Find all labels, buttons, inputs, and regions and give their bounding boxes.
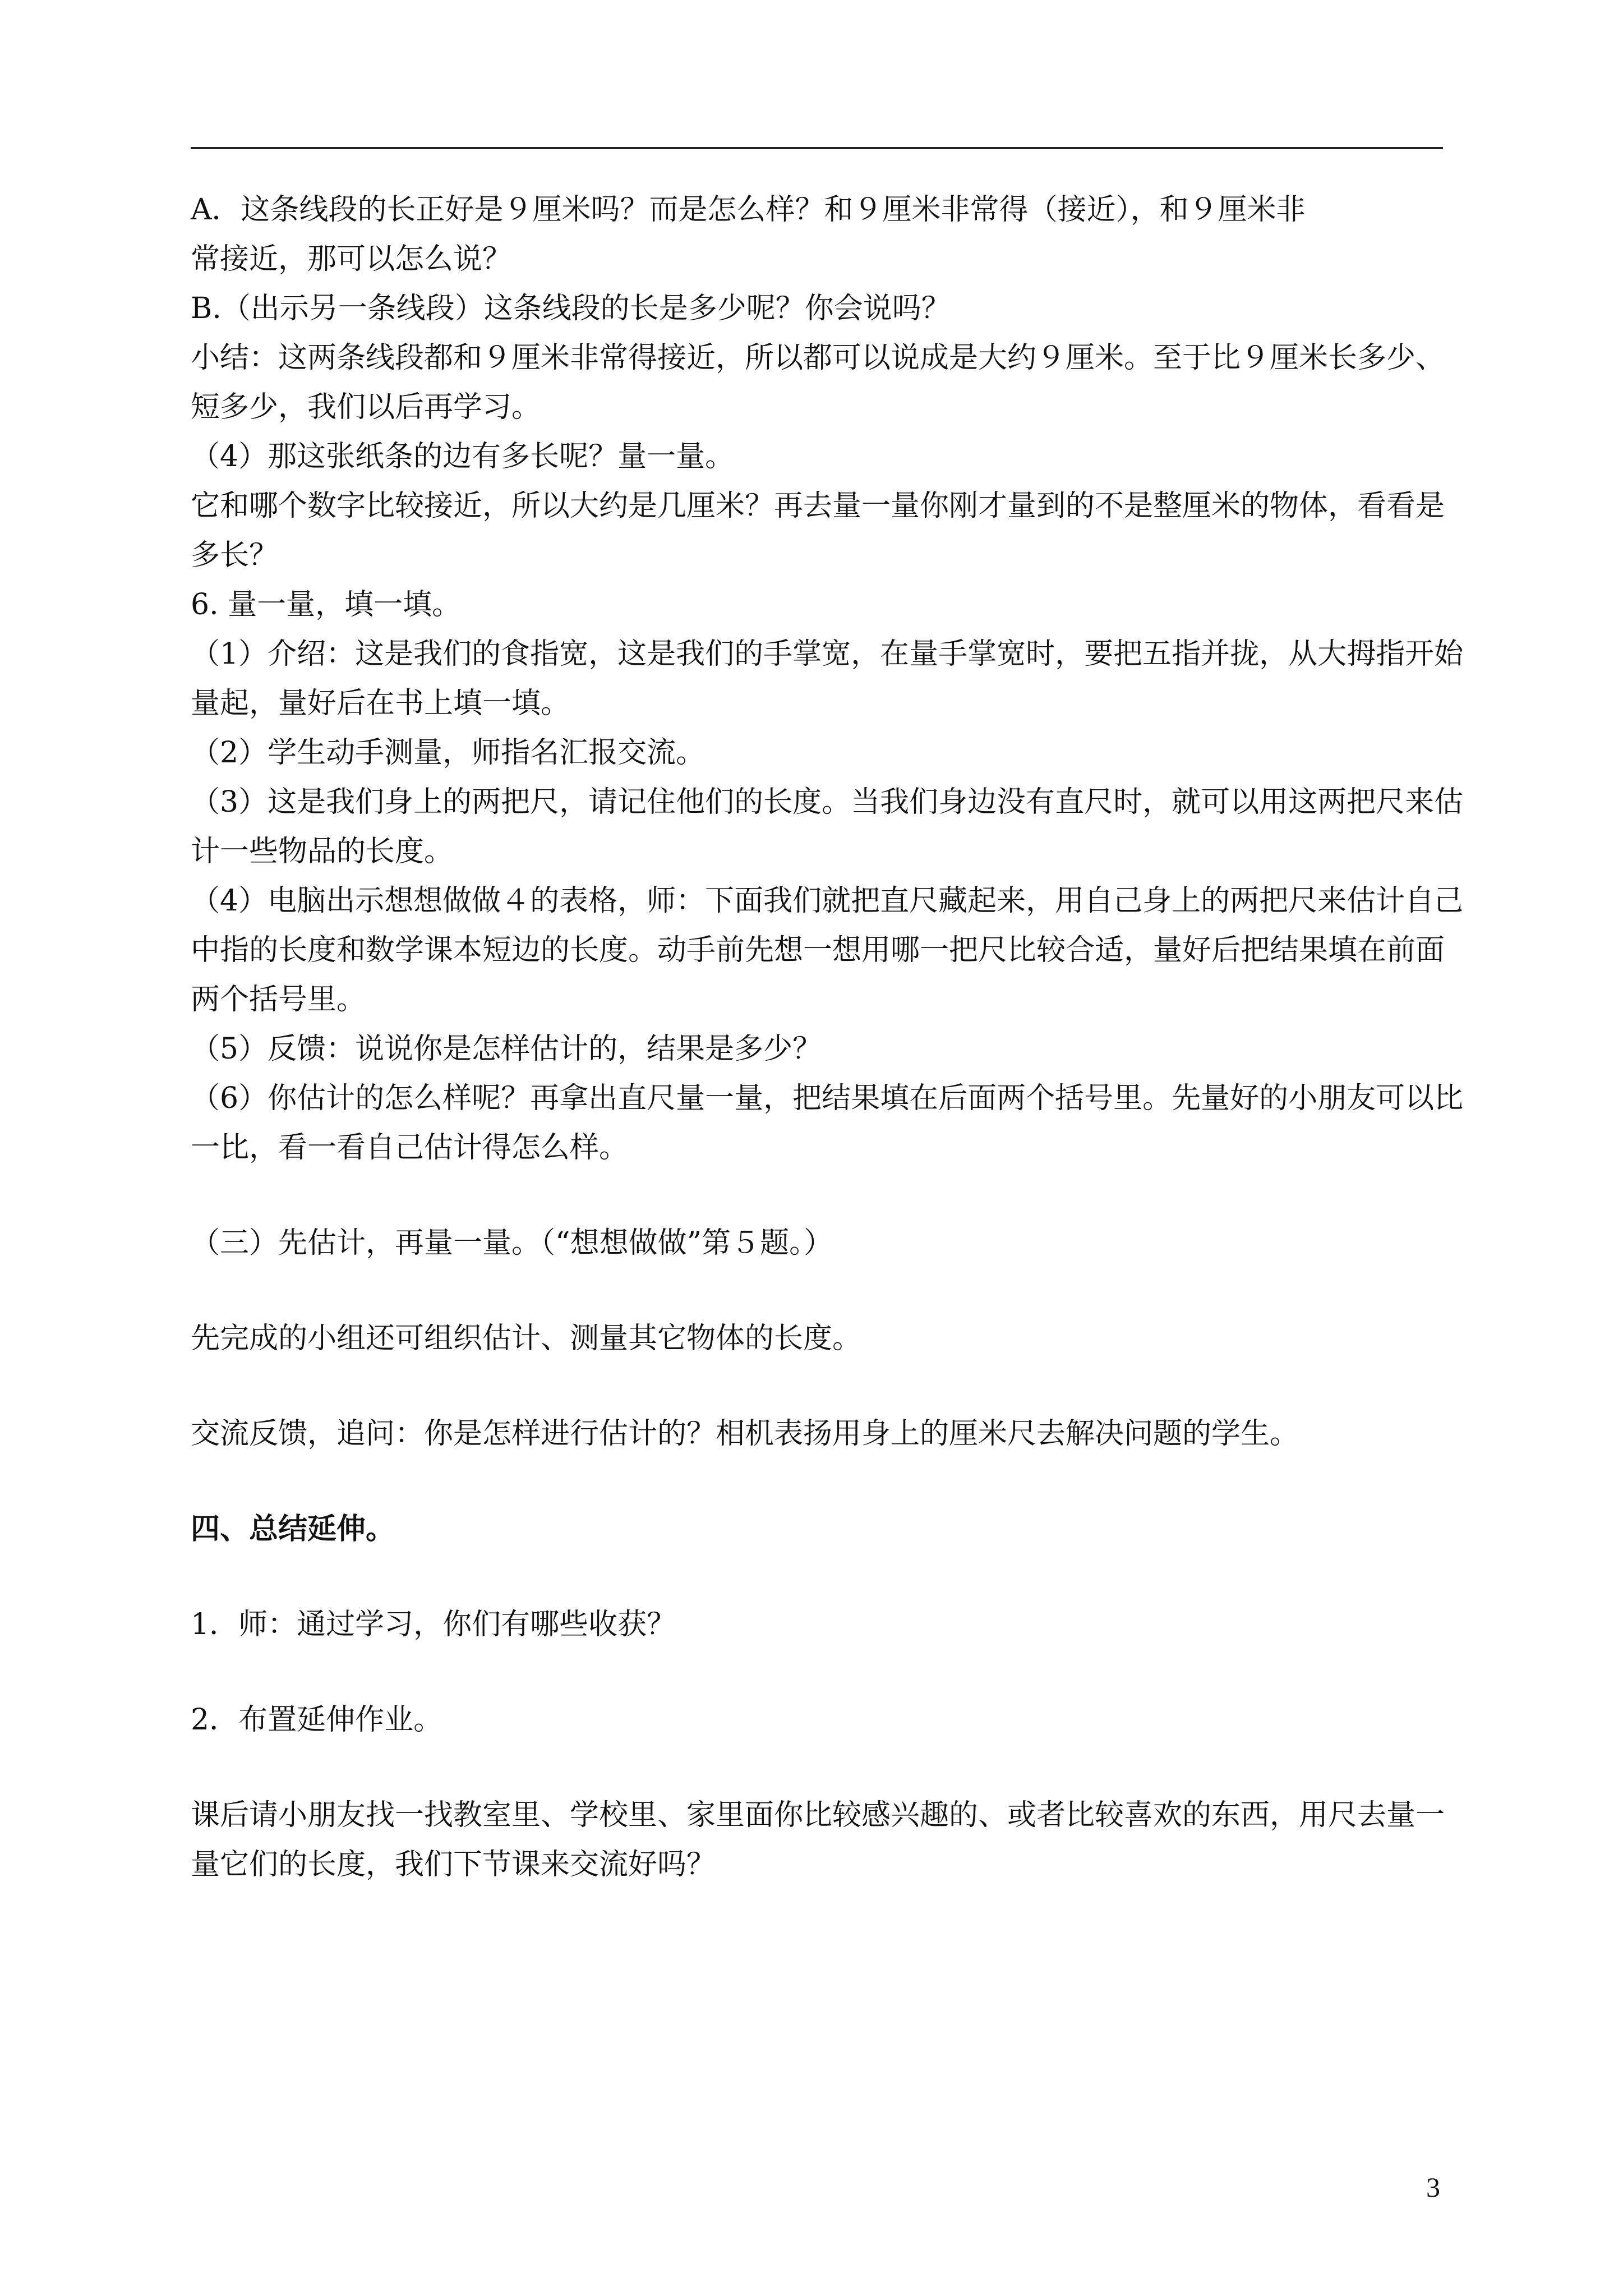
paragraph-gap [191, 1649, 1441, 1695]
paragraph-gap [191, 1363, 1441, 1409]
text-line: （2）学生动手测量，师指名汇报交流。 [191, 736, 706, 770]
text-line: 量它们的长度，我们下节课来交流好吗？ [191, 1848, 716, 1881]
text-line: 课后请小朋友找一找教室里、学校里、家里面你比较感兴趣的、或者比较喜欢的东西，用尺去量一 [191, 1798, 1445, 1832]
text-line: 两个括号里。 [191, 983, 366, 1016]
text-line: （4）那这张纸条的边有多长呢？量一量。 [191, 440, 735, 473]
text-line: B.（出示另一条线段）这条线段的长是多少呢？你会说吗？ [191, 292, 951, 325]
paragraph-gap [191, 1745, 1441, 1791]
text-line: 交流反馈，追问：你是怎样进行估计的？相机表扬用身上的厘米尺去解决问题的学生。 [191, 1417, 1299, 1451]
text-line: A．这条线段的长正好是９厘米吗？而是怎么样？和９厘米非常得（接近），和９厘米非 [191, 193, 1306, 227]
text-line: 1．师：通过学习，你们有哪些收获？ [191, 1608, 676, 1641]
paragraph-gap [191, 1554, 1441, 1600]
paragraph-gap [191, 1458, 1441, 1504]
page-number: 3 [1426, 2171, 1440, 2203]
text-line: 先完成的小组还可组织估计、测量其它物体的长度。 [191, 1322, 862, 1355]
text-line: 小结：这两条线段都和９厘米非常得接近，所以都可以说成是大约９厘米。至于比９厘米长多少、 [191, 341, 1445, 375]
text-line: 多长？ [191, 539, 279, 572]
text-line: 短多少，我们以后再学习。 [191, 390, 541, 424]
header-rule [191, 147, 1443, 149]
paragraph-gap [191, 1268, 1441, 1314]
text-line: 量起，量好后在书上填一填。 [191, 687, 570, 720]
text-line: 中指的长度和数学课本短边的长度。动手前先想一想用哪一把尺比较合适，量好后把结果填在前面 [191, 933, 1445, 967]
text-line: 常接近，那可以怎么说？ [191, 242, 512, 276]
text-line: （3）这是我们身上的两把尺，请记住他们的长度。当我们身边没有直尺时，就可以用这两把尺来估 [191, 785, 1464, 819]
text-line: 2．布置延伸作业。 [191, 1703, 443, 1737]
text-line: （5）反馈：说说你是怎样估计的，结果是多少？ [191, 1032, 822, 1066]
document-body [191, 185, 1464, 1889]
section-heading: 四、总结延伸。 [191, 1512, 395, 1546]
text-line: 计一些物品的长度。 [191, 835, 454, 868]
text-line: （4）电脑出示想想做做４的表格，师：下面我们就把直尺藏起来，用自己身上的两把尺来估计自己 [191, 884, 1464, 918]
text-line: （6）你估计的怎么样呢？再拿出直尺量一量，把结果填在后面两个括号里。先量好的小朋友可以比 [191, 1082, 1464, 1115]
text-line: 一比，看一看自己估计得怎么样。 [191, 1131, 629, 1165]
text-line: 6. 量一量，填一填。 [191, 588, 462, 622]
text-line: 它和哪个数字比较接近，所以大约是几厘米？再去量一量你刚才量到的不是整厘米的物体，看看是 [191, 489, 1445, 523]
text-line: （三）先估计，再量一量。（“想想做做”第５题。） [191, 1226, 833, 1260]
paragraph-gap [191, 1172, 1441, 1218]
text-line: （1）介绍：这是我们的食指宽，这是我们的手掌宽，在量手掌宽时，要把五指并拢，从大拇指开始 [191, 637, 1464, 671]
